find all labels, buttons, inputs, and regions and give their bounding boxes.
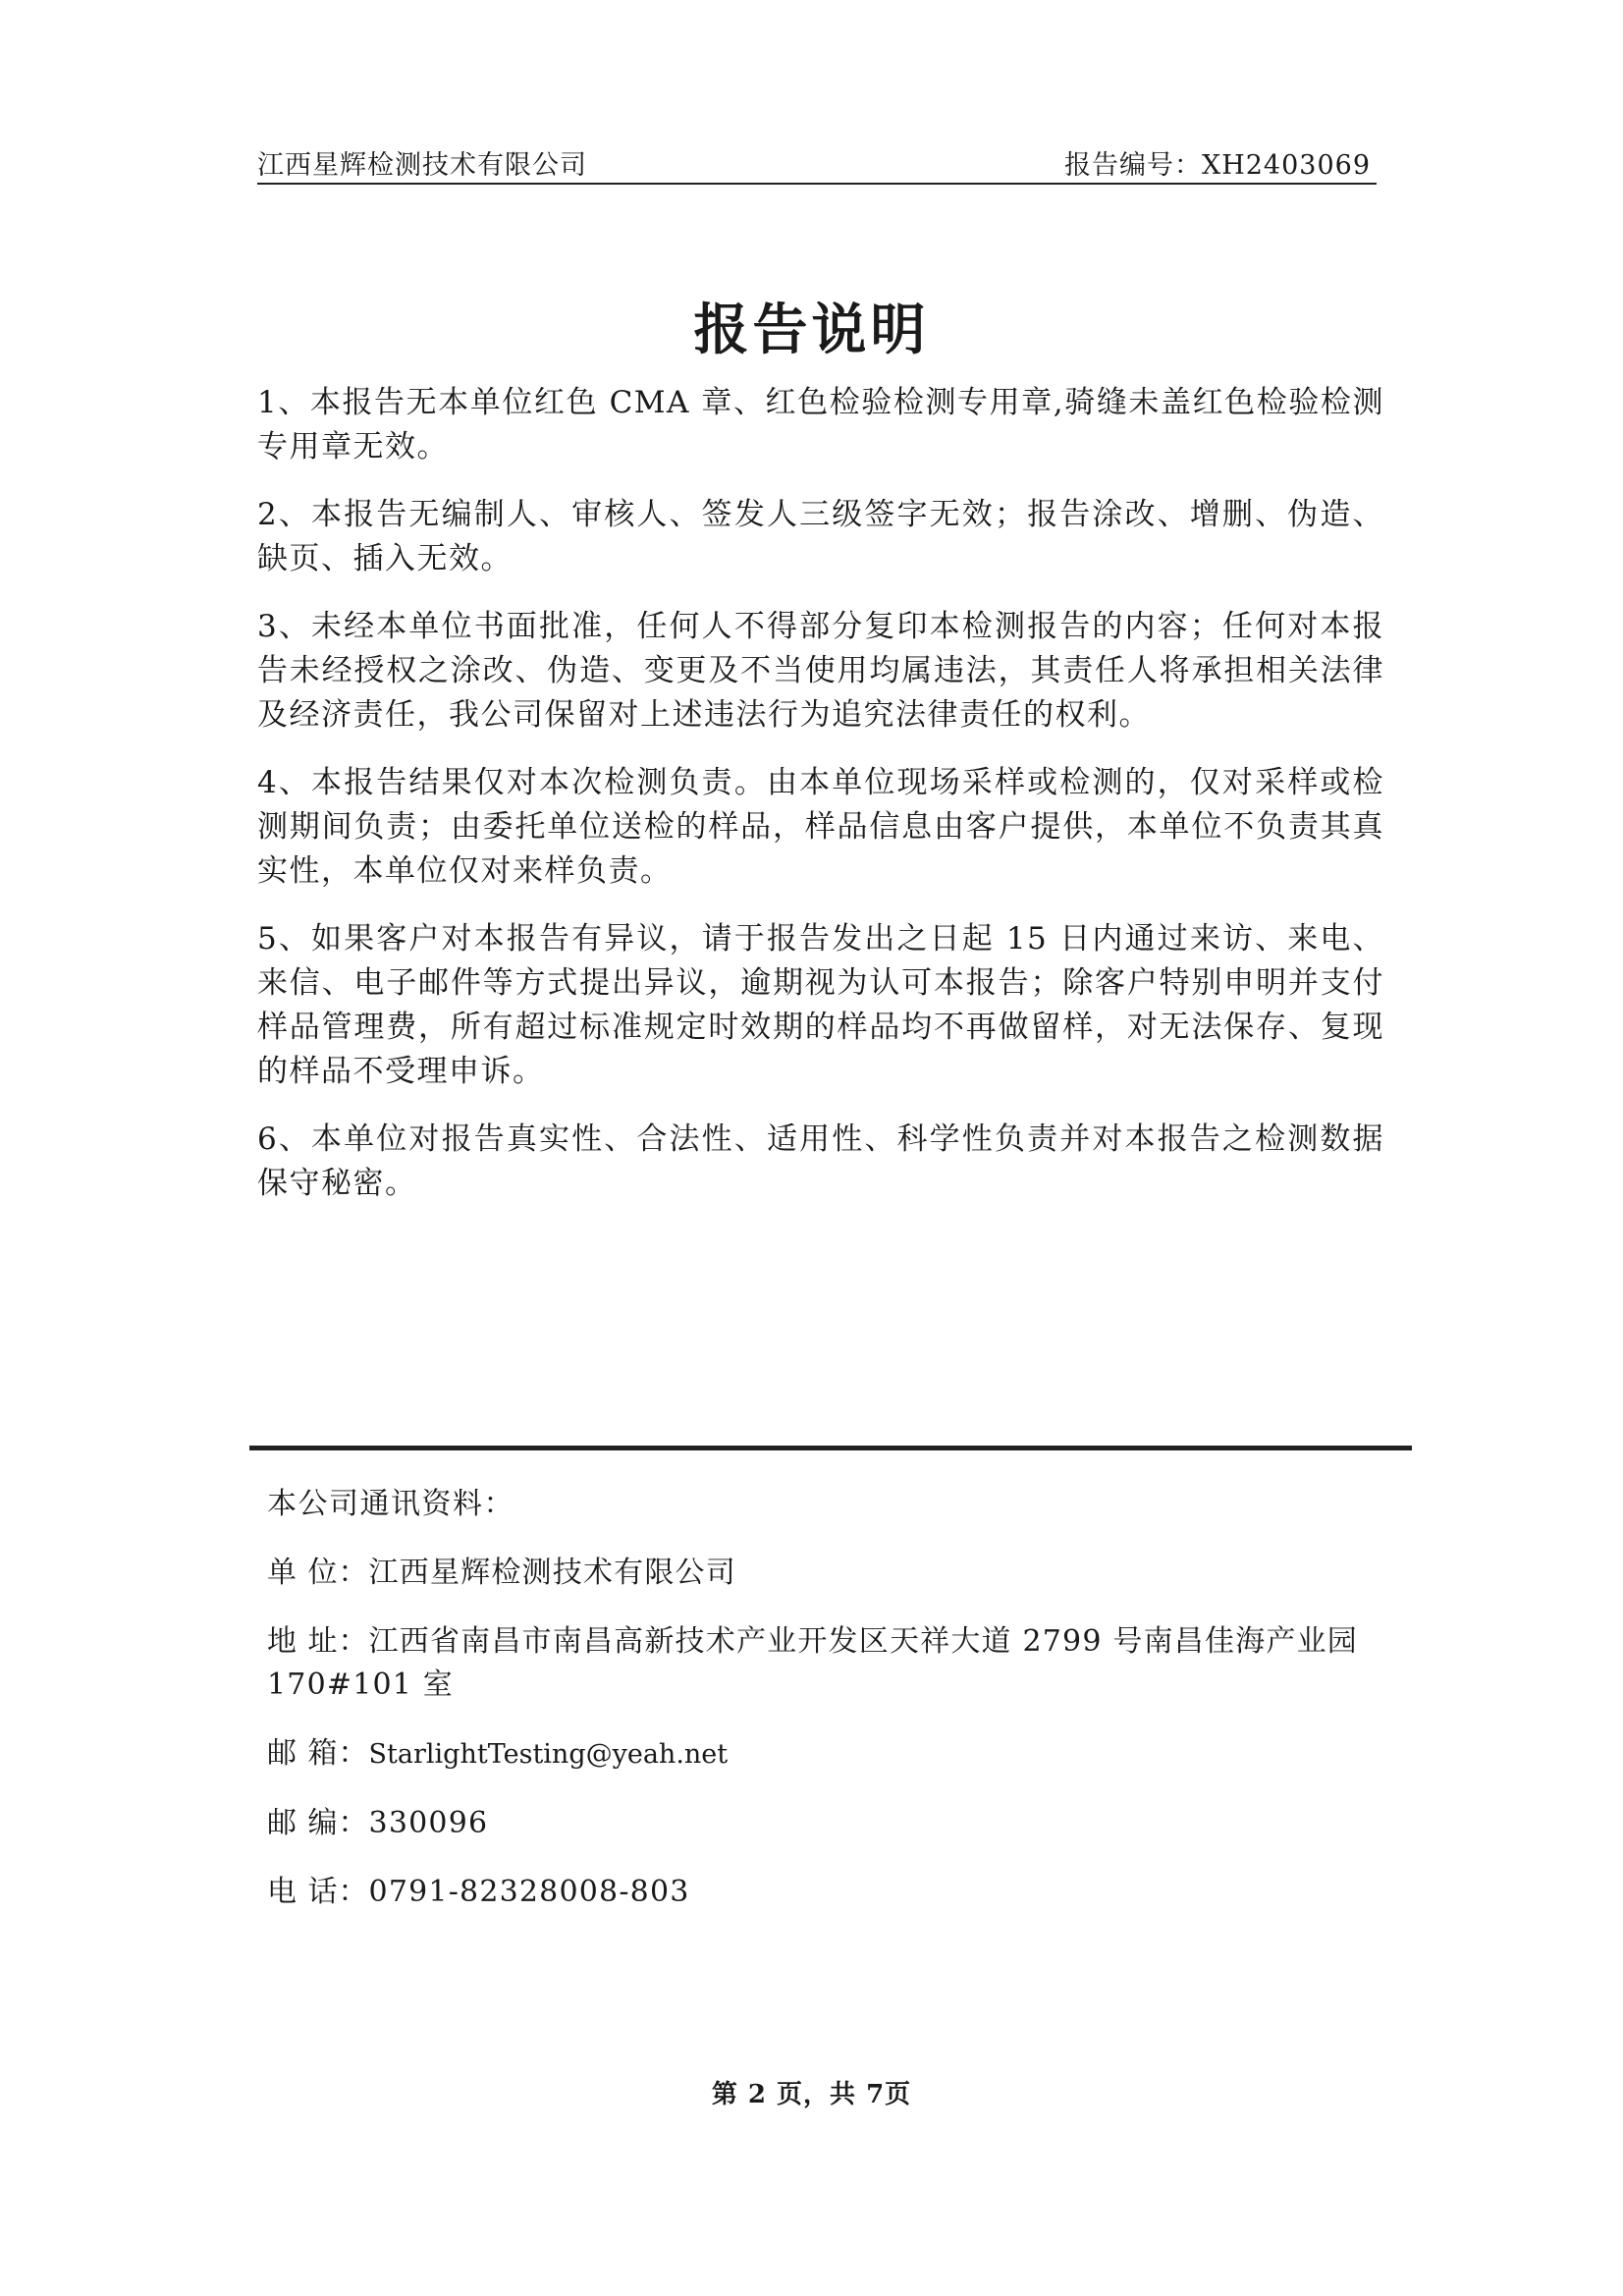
header-report-number: 报告编号：XH2403069 xyxy=(1063,150,1371,181)
page-number: 第 2 页，共 7页 xyxy=(711,2080,912,2109)
clause-item: 1、本报告无本单位红色 CMA 章、红色检验检测专用章,骑缝未盖红色检验检测专用章无效。 xyxy=(257,385,1384,465)
contact-heading: 本公司通讯资料： xyxy=(267,1487,514,1521)
page-header xyxy=(257,137,1377,185)
clause-item: 3、未经本单位书面批准，任何人不得部分复印本检测报告的内容；任何对本报告未经授权之涂改、伪造、变更及不当使用均属违法，其责任人将承担相关法律及经济责任，我公司保留对上述违法行为追究法律责任的权利。 xyxy=(257,609,1384,733)
contact-info xyxy=(267,1483,1386,1940)
section-divider xyxy=(249,1446,1412,1450)
contact-email-label: 邮 箱： xyxy=(267,1736,369,1771)
clause-item: 5、如果客户对本报告有异议，请于报告发出之日起 15 日内通过来访、来电、来信、电子邮件等方式提出异议，逾期视为认可本报告；除客户特别申明并支付样品管理费，所有超过标准规定时效期的样品均不再做留样，对无法保存、复现的样品不受理申诉。 xyxy=(257,921,1384,1089)
contact-postcode-row xyxy=(267,1802,1386,1845)
clause-item: 4、本报告结果仅对本次检测负责。由本单位现场采样或检测的，仅对采样或检测期间负责；由委托单位送检的样品，样品信息由客户提供，本单位不负责其真实性，本单位仅对来样负责。 xyxy=(257,765,1384,889)
clause-item: 6、本单位对报告真实性、合法性、适用性、科学性负责并对本报告之检测数据保守秘密。 xyxy=(257,1121,1384,1201)
header-company-name: 江西星辉检测技术有限公司 xyxy=(257,150,587,181)
clause-item: 2、本报告无编制人、审核人、签发人三级签字无效；报告涂改、增删、伪造、缺页、插入无效。 xyxy=(257,497,1384,576)
contact-email-value: StarlightTesting@yeah.net xyxy=(368,1739,729,1770)
contact-unit-row xyxy=(267,1552,1386,1595)
contact-postcode-value: 330096 xyxy=(368,1806,489,1840)
contact-address-value: 江西省南昌市南昌高新技术产业开发区天祥大道 2799 号南昌佳海产业园 170#101 室 xyxy=(267,1624,1358,1702)
contact-phone-value: 0791-82328008-803 xyxy=(368,1875,690,1909)
contact-phone-row xyxy=(267,1871,1386,1914)
contact-unit-label: 单 位： xyxy=(267,1556,369,1590)
contact-phone-label: 电 话： xyxy=(267,1875,369,1909)
contact-email-row xyxy=(267,1732,1386,1777)
contact-address-row xyxy=(267,1620,1386,1707)
contact-address-label: 地 址： xyxy=(267,1624,369,1659)
page-title: 报告说明 xyxy=(693,298,930,362)
contact-unit-value: 江西星辉检测技术有限公司 xyxy=(368,1556,736,1590)
contact-postcode-label: 邮 编： xyxy=(267,1806,369,1840)
clause-list xyxy=(257,381,1384,1230)
